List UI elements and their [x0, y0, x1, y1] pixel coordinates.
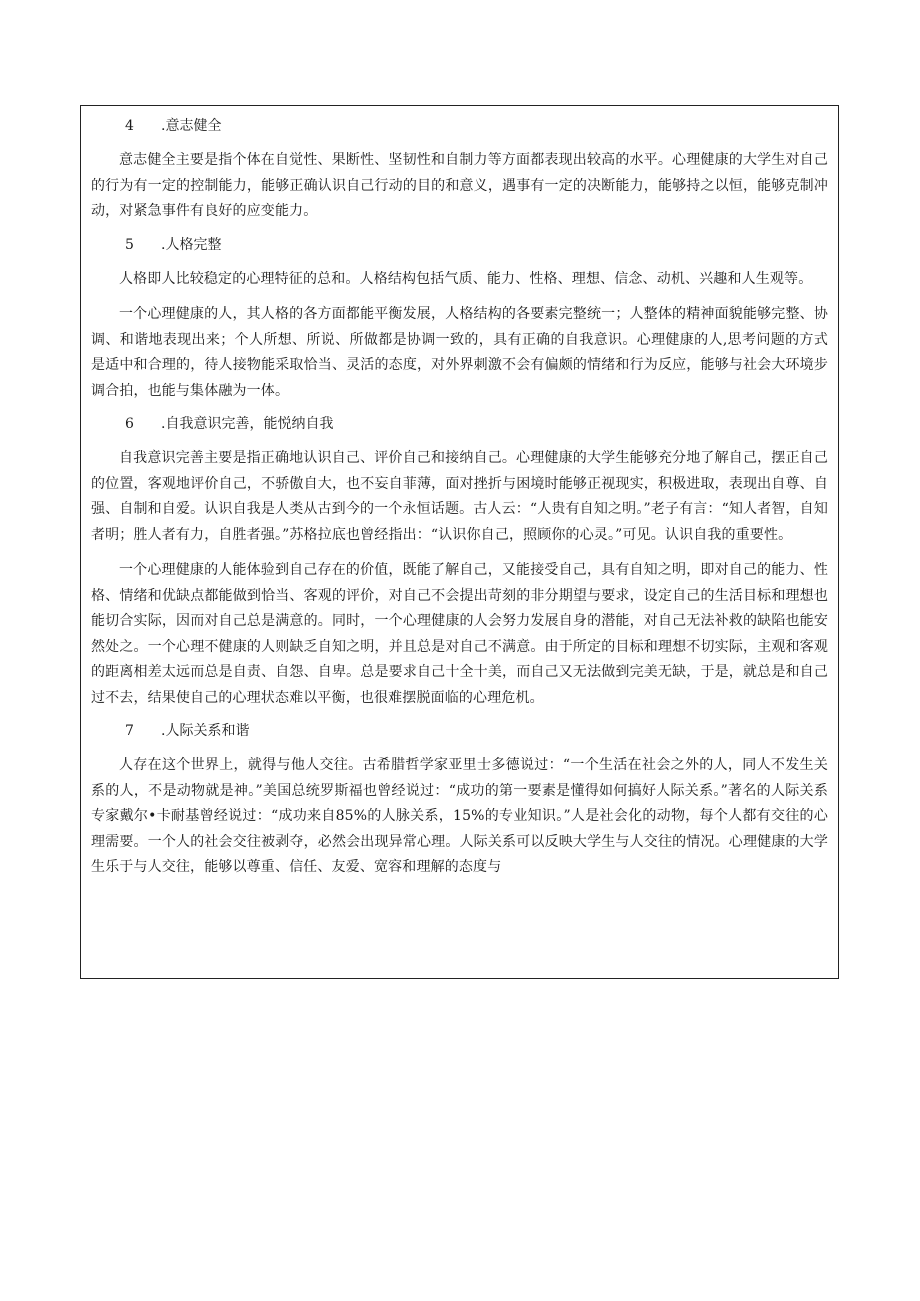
section-number: 5	[125, 236, 134, 253]
section-heading-5	[91, 235, 828, 255]
paragraph: 意志健全主要是指个体在自觉性、果断性、坚韧性和自制力等方面都表现出较高的水平。心理健康的大学生对自己的行为有一定的控制能力，能够正确认识自己行动的目的和意义，遇事有一定的决断能力，能够持之以恒，能够克制冲动，对紧急事件有良好的应变能力。	[91, 152, 828, 219]
paragraph: 人格即人比较稳定的心理特征的总和。人格结构包括气质、能力、性格、理想、信念、动机、兴趣和人生观等。	[119, 270, 813, 287]
section-number: 4	[125, 118, 134, 134]
section-title: .意志健全	[161, 118, 222, 134]
paragraph: 人存在这个世界上，就得与他人交往。古希腊哲学家亚里士多德说过：“一个生活在社会之外的人，同人不发生关系的人，不是动物就是神。”美国总统罗斯福也曾经说过：“成功的第一要素是懂得如何搞好人际关系。”著名的人际关系专家戴尔•卡耐基曾经说过：“成功来自85%的人脉关系，15%的专业知识。”人是社会化的动物，每个人都有交往的心理需要。一个人的社会交往被剥夺，必然会出现异常心理。人际关系可以反映大学生与人交往的情况。心理健康的大学生乐于与人交往，能够以尊重、信任、友爱、宽容和理解的态度与	[91, 757, 828, 875]
section-heading-6	[91, 414, 828, 434]
section-title: .人际关系和谐	[161, 723, 250, 739]
section-title: .人格完整	[161, 236, 222, 253]
paragraph: 一个心理健康的人能体验到自己存在的价值，既能了解自己，又能接受自己，具有自知之明，即对自己的能力、性格、情绪和优缺点都能做到恰当、客观的评价，对自己不会提出苛刻的非分期望与要求，设定自己的生活目标和理想也能切合实际，因而对自己总是满意的。同时，一个心理健康的人会努力发展自身的潜能，对自己无法补救的缺陷也能安然处之。一个心理不健康的人则缺乏自知之明，并且总是对自己不满意。由于所定的目标和理想不切实际，主观和客观的距离相差太远而总是自责、自怨、自卑。总是要求自己十全十美，而自己又无法做到完美无缺，于是，就总是和自己过不去，结果使自己的心理状态难以平衡，也很难摆脱面临的心理危机。	[91, 562, 828, 706]
document-frame	[80, 105, 839, 979]
section-number: 7	[125, 723, 134, 739]
paragraph: 自我意识完善主要是指正确地认识自己、评价自己和接纳自己。心理健康的大学生能够充分地了解自己，摆正自己的位置，客观地评价自己，不骄傲自大，也不妄自菲薄，面对挫折与困境时能够正视现实，积极进取，表现出自尊、自强、自制和自爱。认识自我是人类从古到今的一个永恒话题。古人云：“人贵有自知之明。”老子有言：“知人者智，自知者明；胜人者有力，自胜者强。”苏格拉底也曾经指出：“认识你自己，照顾你的心灵。”可见。认识自我的重要性。	[91, 450, 828, 543]
paragraph: 一个心理健康的人，其人格的各方面都能平衡发展，人格结构的各要素完整统一；人整体的精神面貌能够完整、协调、和谐地表现出来；个人所想、所说、所做都是协调一致的，具有正确的自我意识。心理健康的人,思考问题的方式是适中和合理的，待人接物能采取恰当、灵活的态度，对外界刺激不会有偏颇的情绪和行为反应，能够与社会大环境步调合拍，也能与集体融为一体。	[91, 306, 828, 399]
section-heading-4	[91, 116, 828, 136]
section-title: .自我意识完善，能悦纳自我	[161, 416, 334, 432]
section-number: 6	[125, 416, 134, 432]
section-heading-7	[91, 721, 828, 741]
